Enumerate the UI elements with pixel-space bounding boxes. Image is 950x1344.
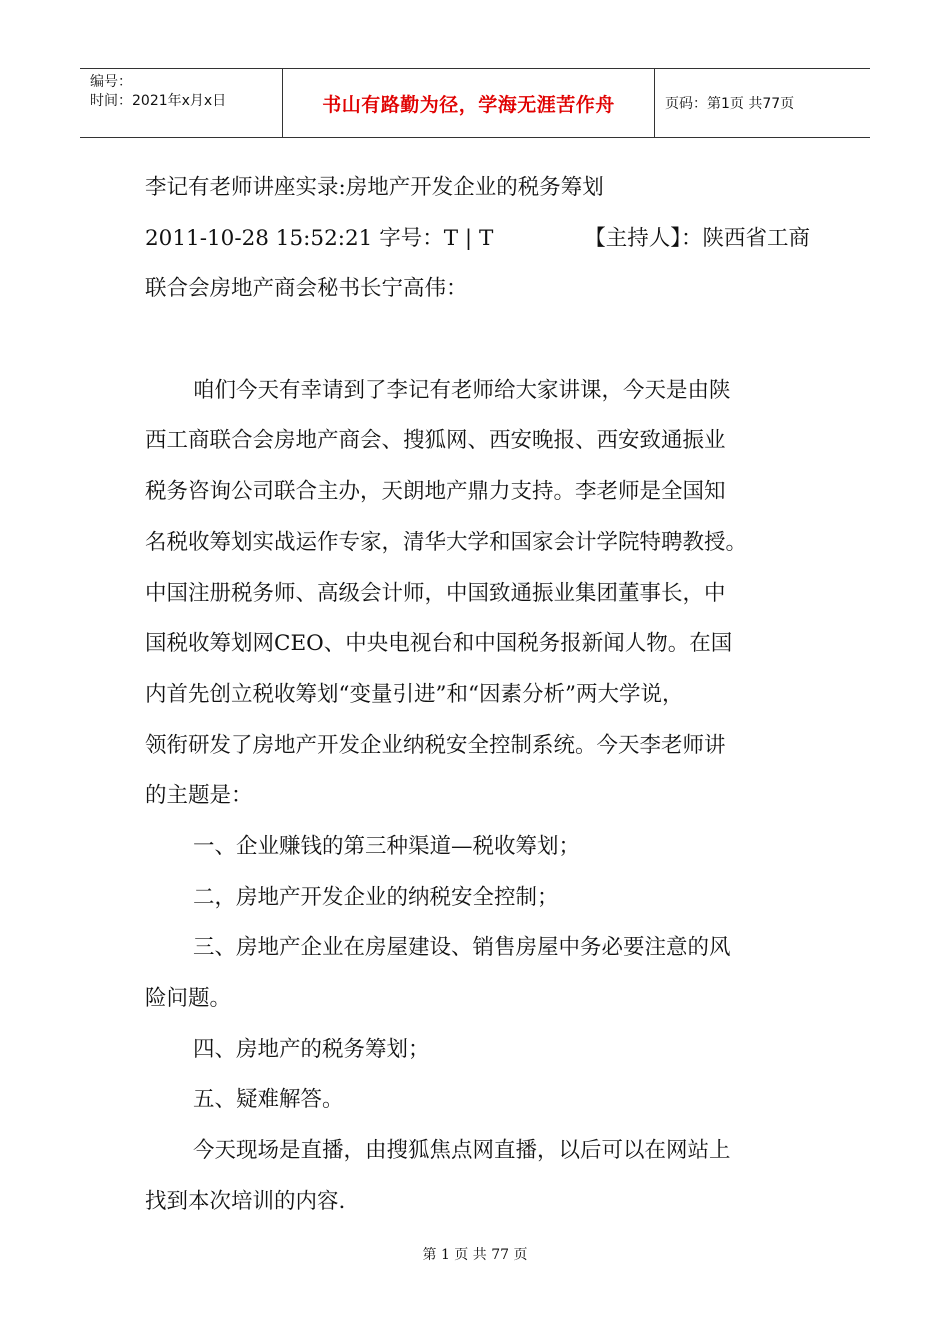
topic-item: 三、房地产企业在房屋建设、销售房屋中务必要注意的风: [193, 935, 731, 961]
host-tag: 【主持人】：陕西省工商: [584, 225, 810, 251]
closing-line: 今天现场是直播，由搜狐焦点网直播，以后可以在网站上: [193, 1138, 731, 1164]
motto-text: 书山有路勤为径，学海无涯苦作舟: [322, 93, 615, 116]
page-label: 页码：第1页 共77页: [665, 96, 795, 112]
page-footer: 第 1 页 共 77 页: [422, 1247, 528, 1263]
header-meta: [80, 69, 282, 137]
paragraph-line: 名税收筹划实战运作专家，清华大学和国家会计学院特聘教授。: [145, 529, 748, 555]
article-title: 李记有老师讲座实录:房地产开发企业的税务筹划: [145, 175, 604, 200]
paragraph-line: 税务咨询公司联合主办，天朗地产鼎力支持。李老师是全国知: [145, 479, 726, 505]
paragraph-line: 内首先创立税收筹划“变量引进”和“因素分析”两大学说，: [145, 681, 684, 707]
topic-item: 五、疑难解答。: [193, 1087, 344, 1113]
host-line: 联合会房地产商会秘书长宁高伟：: [145, 276, 468, 302]
paragraph-line: 咱们今天有幸请到了李记有老师给大家讲课，今天是由陕: [193, 377, 731, 403]
paragraph-line: 中国注册税务师、高级会计师，中国致通振业集团董事长，中: [145, 580, 726, 606]
closing-line: 找到本次培训的内容.: [145, 1188, 346, 1214]
topic-item: 二，房地产开发企业的纳税安全控制；: [193, 884, 559, 910]
paragraph-line: 国税收筹划网CEO、中央电视台和中国税务报新闻人物。在国: [145, 631, 733, 657]
document-header: [80, 68, 870, 138]
topic-item: 一、企业赚钱的第三种渠道—税收筹划；: [193, 833, 581, 859]
paragraph-line: 的主题是：: [145, 783, 253, 809]
blank-line: [145, 315, 810, 366]
date-host-row: [145, 214, 810, 265]
number-label: 编号：: [90, 74, 132, 90]
time-label: 时间：2021年x月x日: [90, 93, 227, 109]
paragraph-line: 领衔研发了房地产开发企业纳税安全控制系统。今天李老师讲: [145, 732, 726, 758]
header-page-cell: [655, 69, 870, 137]
topic-item-continued: 险问题。: [145, 986, 232, 1011]
header-motto-cell: [282, 69, 655, 137]
date-line: 2011-10-28 15:52:21 字号：T | T: [145, 225, 494, 251]
topic-item: 四、房地产的税务筹划；: [193, 1036, 430, 1062]
paragraph-line: 西工商联合会房地产商会、搜狐网、西安晚报、西安致通振业: [145, 428, 726, 454]
article-body: [145, 163, 810, 1227]
